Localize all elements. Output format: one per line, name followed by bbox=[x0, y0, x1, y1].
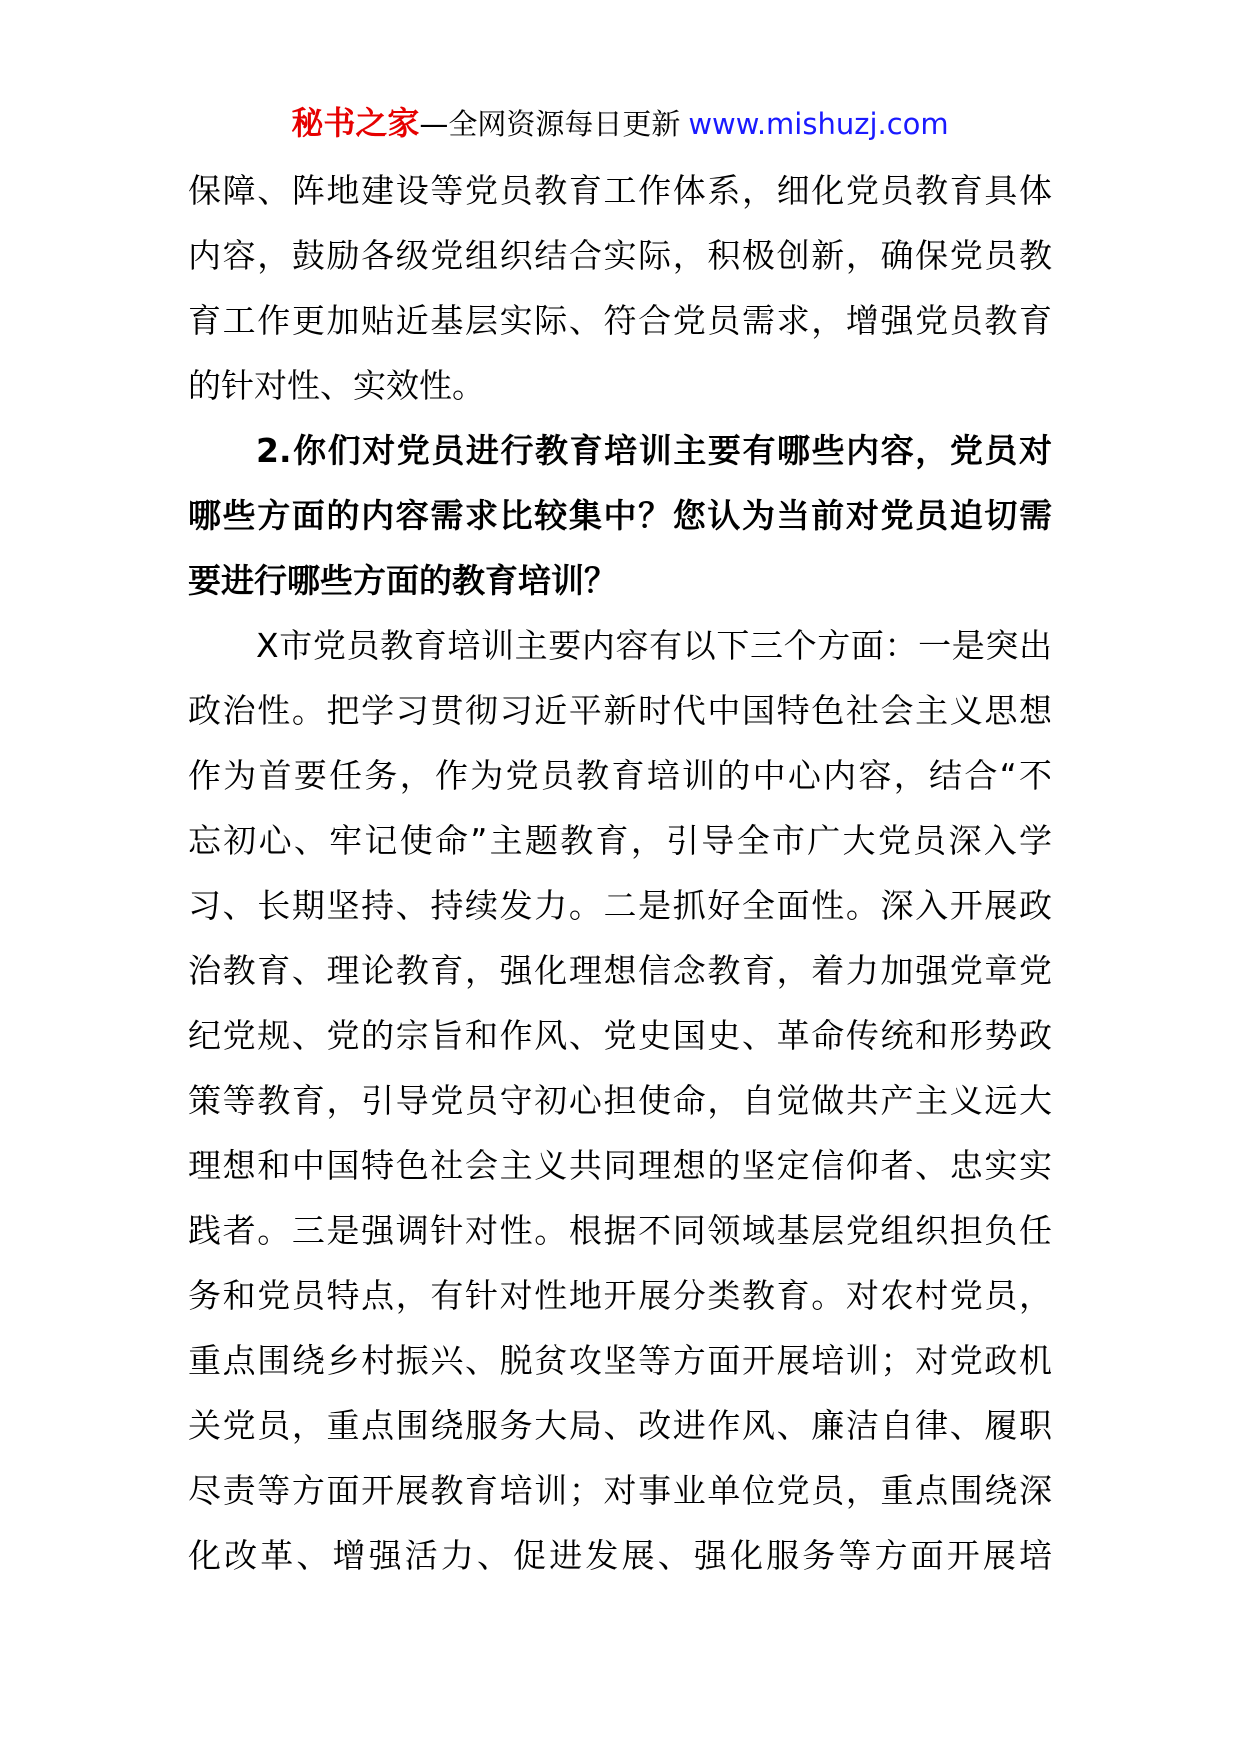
text-line: 习、长期坚持、持续发力。二是抓好全面性。深入开展政 bbox=[188, 886, 1052, 925]
text-line: 务和党员特点，有针对性地开展分类教育。对农村党员， bbox=[188, 1276, 1052, 1315]
brand-name: 秘书之家 bbox=[291, 104, 420, 142]
heading-line: 要进行哪些方面的教育培训？ bbox=[188, 561, 617, 600]
header-tagline: —全网资源每日更新 bbox=[419, 107, 681, 141]
page-header bbox=[0, 102, 1240, 144]
site-url-link[interactable]: www.mishuzj.com bbox=[688, 107, 949, 141]
text-line: 保障、阵地建设等党员教育工作体系，细化党员教育具体 bbox=[188, 171, 1052, 210]
text-line: 重点围绕乡村振兴、脱贫攻坚等方面开展培训；对党政机 bbox=[188, 1341, 1052, 1380]
text-line: 纪党规、党的宗旨和作风、党史国史、革命传统和形势政 bbox=[188, 1016, 1052, 1055]
text-line: X市党员教育培训主要内容有以下三个方面：一是突出 bbox=[256, 626, 1052, 665]
text-line: 尽责等方面开展教育培训；对事业单位党员，重点围绕深 bbox=[188, 1471, 1052, 1510]
text-line: 内容，鼓励各级党组织结合实际，积极创新，确保党员教 bbox=[188, 236, 1052, 275]
text-line: 政治性。把学习贯彻习近平新时代中国特色社会主义思想 bbox=[188, 691, 1052, 730]
text-line: 作为首要任务，作为党员教育培训的中心内容，结合“不 bbox=[188, 756, 1052, 795]
text-line: 关党员，重点围绕服务大局、改进作风、廉洁自律、履职 bbox=[188, 1406, 1052, 1445]
text-line: 化改革、增强活力、促进发展、强化服务等方面开展培 bbox=[188, 1536, 1052, 1575]
heading-line: 哪些方面的内容需求比较集中？您认为当前对党员迫切需 bbox=[188, 496, 1052, 535]
text-line: 理想和中国特色社会主义共同理想的坚定信仰者、忠实实 bbox=[188, 1146, 1052, 1185]
document-body bbox=[188, 158, 1052, 1588]
text-line: 治教育、理论教育，强化理想信念教育，着力加强党章党 bbox=[188, 951, 1052, 990]
text-line: 的针对性、实效性。 bbox=[188, 366, 485, 405]
answer-paragraph bbox=[188, 613, 1052, 1588]
text-line: 践者。三是强调针对性。根据不同领域基层党组织担负任 bbox=[188, 1211, 1052, 1250]
text-line: 策等教育，引导党员守初心担使命，自觉做共产主义远大 bbox=[188, 1081, 1052, 1120]
heading-line: 2.你们对党员进行教育培训主要有哪些内容，党员对 bbox=[256, 431, 1052, 470]
question-heading bbox=[188, 418, 1052, 613]
text-line: 忘初心、牢记使命”主题教育，引导全市广大党员深入学 bbox=[188, 821, 1052, 860]
text-line: 育工作更加贴近基层实际、符合党员需求，增强党员教育 bbox=[188, 301, 1052, 340]
paragraph-continued bbox=[188, 158, 1052, 418]
